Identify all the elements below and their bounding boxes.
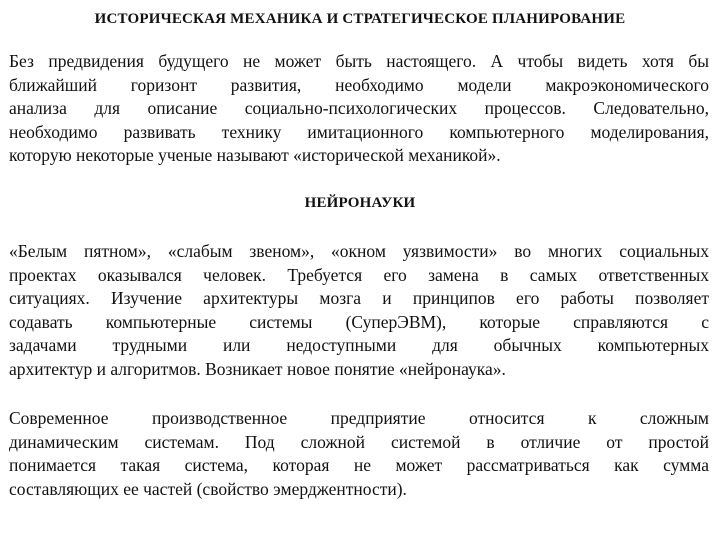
paragraph-line: анализа для описание социально-психологических процессов. Следовательно,: [9, 98, 709, 118]
paragraph-line: ситуациях. Изучение архитектуры мозга и принципов его работы позволяет: [9, 288, 709, 308]
section-title-historical-mechanics: ИСТОРИЧЕСКАЯ МЕХАНИКА И СТРАТЕГИЧЕСКОЕ ПЛАНИРОВАНИЕ: [94, 11, 626, 27]
paragraph-line: содавать компьютерные системы (СуперЭВМ), которые справляются с: [9, 311, 709, 332]
paragraph-line: ближайший горизонт развития, необходимо модели макроэкономического: [9, 74, 709, 95]
paragraph-line: проектах оказывался человек. Требуется его замена в самых ответственных: [9, 264, 709, 285]
paragraph-line: необходимо развивать технику имитационного компьютерного моделирования,: [9, 121, 709, 142]
paragraph-line: составляющих ее частей (свойство эмерджентности).: [9, 478, 407, 499]
paragraph-line: задачами трудными или недоступными для обычных компьютерных: [9, 335, 709, 355]
paragraph-line: архитектур и алгоритмов. Возникает новое понятие «нейронаука».: [9, 358, 506, 379]
paragraph-line: Без предвидения будущего не может быть настоящего. А чтобы видеть хотя бы: [9, 51, 709, 71]
paragraph-historical-mechanics: [9, 50, 709, 168]
paragraph-neuroscience-1: [9, 240, 709, 381]
section-title-neuroscience: НЕЙРОНАУКИ: [304, 195, 416, 211]
paragraph-line: Современное производственное предприятие относится к сложным: [9, 408, 709, 428]
paragraph-neuroscience-2: [9, 407, 709, 501]
paragraph-line: понимается такая система, которая не может рассматриваться как сумма: [9, 455, 709, 475]
paragraph-line: «Белым пятном», «слабым звеном», «окном уязвимости» во многих социальных: [9, 241, 709, 261]
paragraph-line: которую некоторые ученые называют «исторической механикой».: [9, 145, 501, 165]
paragraph-line: динамическим системам. Под сложной системой в отличие от простой: [9, 431, 709, 452]
